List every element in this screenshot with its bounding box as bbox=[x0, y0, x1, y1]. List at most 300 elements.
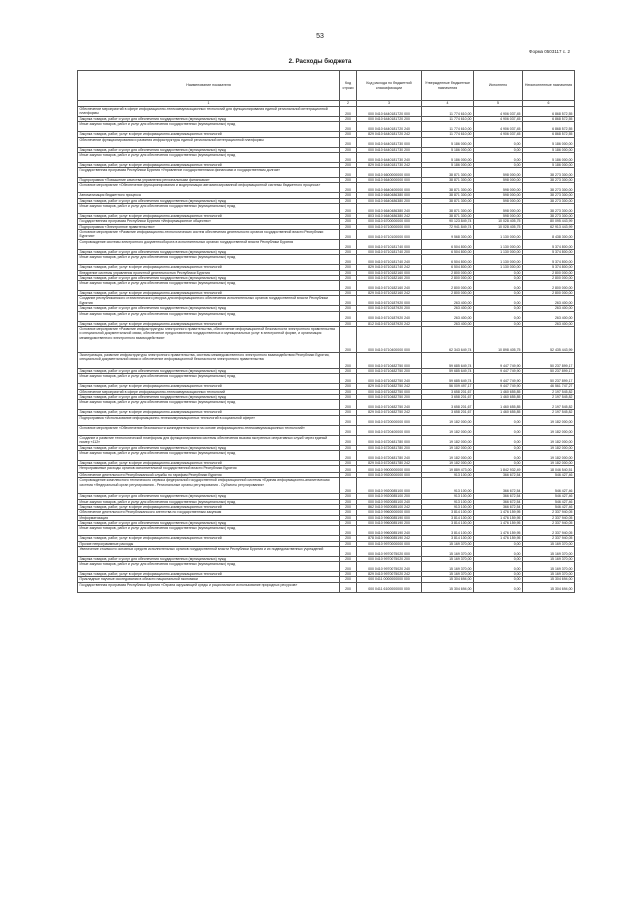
row-name: Обеспечение функционирования и развития инфраструктуры единой региональной интеграционной платформы bbox=[78, 137, 340, 147]
row-approved: 19 182 000,00 bbox=[422, 425, 474, 435]
table-row bbox=[78, 255, 575, 265]
row-approved: 38 871 300,00 bbox=[422, 183, 474, 193]
row-executed: 0,00 bbox=[474, 270, 523, 275]
row-remaining: 19 182 000,00 bbox=[523, 450, 575, 460]
row-name: Эксплуатация, развитие инфраструктуры электронного правительства, системы межведомственного электронного взаимодействия Республики Бурятия, специальной документальной связи и обеспечение информационной безопасности электронного правительства bbox=[78, 353, 340, 369]
row-name: Закупка товаров, работ и услуг для обеспечения государственных (муниципальных) нужд bbox=[78, 494, 340, 499]
row-name: Закупка товаров, работ, услуг в сфере информационно-коммуникационных технологий bbox=[78, 384, 340, 389]
row-executed: 0,00 bbox=[474, 541, 523, 546]
row-approved: 11 774 610,00 bbox=[422, 107, 474, 117]
row-executed: 1 130 000,00 bbox=[474, 255, 523, 265]
row-expense-code: 000 0410 6440181720 000 bbox=[357, 107, 422, 117]
row-line-code: 200 bbox=[340, 577, 357, 582]
row-name: Закупка товаров, работ, услуг в сфере информационно-коммуникационных технологий bbox=[78, 410, 340, 415]
table-row bbox=[78, 152, 575, 162]
column-index: 4 bbox=[422, 101, 474, 107]
form-code: Форма 0503117 с. 2 bbox=[529, 49, 570, 54]
row-executed: 0,00 bbox=[474, 311, 523, 321]
row-expense-code: 000 0410 6640486380 000 bbox=[357, 193, 422, 198]
row-approved: 3 814 100,00 bbox=[422, 510, 474, 515]
row-approved: 2 800 000,00 bbox=[422, 291, 474, 296]
row-remaining: 52 435 443,99 bbox=[523, 327, 575, 353]
row-approved: 6 504 800,00 bbox=[422, 265, 474, 270]
row-name: Основное мероприятие «Развитие информационно-технологических систем обеспечения деятельности органов государственной власти Республики Бурятия» bbox=[78, 229, 340, 239]
table-row bbox=[78, 239, 575, 249]
row-name: Закупка товаров, работ и услуг для обеспечения государственных (муниципальных) нужд bbox=[78, 520, 340, 525]
row-name: Государственная программа Республики Бурятия «Управление государственными финансами и государственным долгом» bbox=[78, 168, 340, 178]
row-name: Закупка товаров, работ и услуг для обеспечения государственных (муниципальных) нужд bbox=[78, 445, 340, 450]
table-row bbox=[78, 435, 575, 445]
row-line-code: 200 bbox=[340, 204, 357, 214]
row-expense-code: 000 0410 9970000000 000 bbox=[357, 541, 422, 546]
row-line-code: 200 bbox=[340, 152, 357, 162]
row-expense-code: 803 0410 6640486380 242 bbox=[357, 214, 422, 219]
table-row bbox=[78, 122, 575, 132]
row-remaining: 38 273 300,00 bbox=[523, 183, 575, 193]
row-approved: 3 814 100,00 bbox=[422, 520, 474, 525]
row-name: Иные закупки товаров, работ и услуг для обеспечения государственных (муниципальных) нужд bbox=[78, 374, 340, 384]
row-name: Закупка товаров, работ, услуг в сфере информационно-коммуникационных технологий bbox=[78, 214, 340, 219]
row-name: Закупка товаров, работ, услуг в сфере информационно-коммуникационных технологий bbox=[78, 291, 340, 296]
row-approved: 72 941 849,74 bbox=[422, 224, 474, 229]
row-executed: 0,00 bbox=[474, 445, 523, 450]
row-executed: 0,00 bbox=[474, 556, 523, 561]
row-approved: 263 400,00 bbox=[422, 306, 474, 311]
row-remaining: 2 337 940,05 bbox=[523, 536, 575, 541]
row-remaining: 19 182 000,00 bbox=[523, 415, 575, 425]
row-executed: 0,00 bbox=[474, 415, 523, 425]
row-line-code: 200 bbox=[340, 122, 357, 132]
table-row bbox=[78, 311, 575, 321]
row-name: Закупка товаров, работ, услуг в сфере информационно-коммуникационных технологий bbox=[78, 572, 340, 577]
row-remaining: 15 169 370,00 bbox=[523, 572, 575, 577]
row-expense-code: 000 0410 6710400000 000 bbox=[357, 327, 422, 353]
row-approved: 19 182 000,00 bbox=[422, 445, 474, 450]
table-row bbox=[78, 466, 575, 473]
row-name: Внедрение системы управления проектной деятельностью Республики Бурятия bbox=[78, 270, 340, 275]
row-executed: 598 000,00 bbox=[474, 168, 523, 178]
row-name: Закупка товаров, работ, услуг в сфере информационно-коммуникационных технологий bbox=[78, 505, 340, 510]
row-line-code: 200 bbox=[340, 327, 357, 353]
row-line-code: 200 bbox=[340, 415, 357, 425]
column-index: 1 bbox=[78, 101, 340, 107]
row-executed: 366 672,54 bbox=[474, 473, 523, 478]
row-remaining: 2 800 000,00 bbox=[523, 275, 575, 280]
row-remaining: 15 169 370,00 bbox=[523, 562, 575, 572]
row-remaining: 5 374 800,00 bbox=[523, 239, 575, 249]
row-remaining: 6 868 572,55 bbox=[523, 117, 575, 122]
row-executed: 1 460 655,85 bbox=[474, 394, 523, 399]
row-remaining: 50 237 899,17 bbox=[523, 369, 575, 374]
table-row bbox=[78, 400, 575, 410]
row-executed: 0,00 bbox=[474, 152, 523, 162]
header-executed: Исполнено bbox=[474, 71, 523, 101]
row-name: Прикладные научные исследования в области национальной экономики bbox=[78, 577, 340, 582]
row-line-code: 200 bbox=[340, 445, 357, 450]
row-approved: 2 800 000,00 bbox=[422, 275, 474, 280]
row-executed: 9 447 749,90 bbox=[474, 374, 523, 384]
row-approved: 2 800 000,00 bbox=[422, 270, 474, 275]
row-line-code: 200 bbox=[340, 425, 357, 435]
row-name: Закупка товаров, работ и услуг для обеспечения государственных (муниципальных) нужд bbox=[78, 147, 340, 152]
row-expense-code: 000 0410 9960085190 240 bbox=[357, 526, 422, 536]
row-remaining: 2 337 940,05 bbox=[523, 520, 575, 525]
row-approved: 913 100,00 bbox=[422, 499, 474, 504]
row-line-code: 200 bbox=[340, 510, 357, 515]
row-approved: 6 504 800,00 bbox=[422, 255, 474, 265]
row-approved: 19 182 000,00 bbox=[422, 435, 474, 445]
row-expense-code: 000 0410 6710482750 240 bbox=[357, 400, 422, 410]
row-executed: 1 460 655,85 bbox=[474, 410, 523, 415]
row-expense-code: 829 0410 6440181720 242 bbox=[357, 132, 422, 137]
row-approved: 3 814 100,00 bbox=[422, 536, 474, 541]
row-name: Закупка товаров, работ и услуг для обеспечения государственных (муниципальных) нужд bbox=[78, 117, 340, 122]
row-expense-code: 000 0410 9960000000 000 bbox=[357, 510, 422, 515]
row-remaining: 15 304 694,00 bbox=[523, 582, 575, 592]
row-line-code: 200 bbox=[340, 239, 357, 249]
row-executed: 0,00 bbox=[474, 296, 523, 306]
row-name: Иные закупки товаров, работ и услуг для обеспечения государственных (муниципальных) нужд bbox=[78, 562, 340, 572]
row-executed: 0,00 bbox=[474, 321, 523, 326]
row-name: Государственная программа Республики Бурятия «Охрана окружающей среды и рациональное использование природных ресурсов» bbox=[78, 582, 340, 592]
row-line-code: 200 bbox=[340, 275, 357, 280]
row-executed: 1 842 932,49 bbox=[474, 466, 523, 473]
row-executed: 598 000,00 bbox=[474, 193, 523, 198]
row-line-code: 200 bbox=[340, 394, 357, 399]
row-line-code: 200 bbox=[340, 400, 357, 410]
row-expense-code: 000 0410 6710482750 200 bbox=[357, 394, 422, 399]
row-executed: 0,00 bbox=[474, 450, 523, 460]
row-expense-code: 000 0410 6600000000 000 bbox=[357, 168, 422, 178]
budget-expenses-table bbox=[77, 70, 575, 593]
row-executed: 9 447 749,90 bbox=[474, 353, 523, 369]
row-name: Увеличение стоимости основных средств исполнительных органов государственной власти Республики Бурятия и их подведомственных учреждений bbox=[78, 546, 340, 556]
row-approved: 263 400,00 bbox=[422, 321, 474, 326]
row-line-code: 200 bbox=[340, 466, 357, 473]
row-expense-code: 000 0410 6710482750 000 bbox=[357, 353, 422, 369]
row-line-code: 200 bbox=[340, 249, 357, 254]
row-expense-code: 000 0410 6640486380 200 bbox=[357, 198, 422, 203]
row-approved: 15 169 370,00 bbox=[422, 541, 474, 546]
row-name: Обеспечение мероприятий в сфере информационно-телекоммуникационных технологий для функционирования единой региональной интеграционной платформы bbox=[78, 107, 340, 117]
row-remaining: 6 868 572,55 bbox=[523, 122, 575, 132]
row-approved: 59 685 649,74 bbox=[422, 369, 474, 374]
row-name: Иные закупки товаров, работ и услуг для обеспечения государственных (муниципальных) нужд bbox=[78, 204, 340, 214]
row-approved: 9 568 300,00 bbox=[422, 229, 474, 239]
row-remaining: 2 800 000,00 bbox=[523, 270, 575, 275]
row-executed: 0,00 bbox=[474, 306, 523, 311]
row-expense-code: 000 0410 9960085190 200 bbox=[357, 520, 422, 525]
row-expense-code: 000 0410 6640486380 240 bbox=[357, 204, 422, 214]
row-expense-code: 000 0410 9920085100 000 bbox=[357, 478, 422, 494]
row-line-code: 200 bbox=[340, 546, 357, 556]
page-number: 53 bbox=[316, 33, 324, 40]
row-executed: 598 000,00 bbox=[474, 178, 523, 183]
row-line-code: 200 bbox=[340, 321, 357, 326]
row-expense-code: 000 0410 6710187920 200 bbox=[357, 306, 422, 311]
row-remaining: 2 197 545,82 bbox=[523, 389, 575, 394]
row-approved: 15 304 694,00 bbox=[422, 577, 474, 582]
row-executed: 9 447 749,90 bbox=[474, 384, 523, 389]
column-index: 5 bbox=[474, 101, 523, 107]
row-line-code: 200 bbox=[340, 473, 357, 478]
table-row bbox=[78, 107, 575, 117]
row-remaining: 50 237 899,17 bbox=[523, 353, 575, 369]
row-expense-code: 829 0410 6720481780 242 bbox=[357, 460, 422, 465]
row-name: Закупка товаров, работ, услуг в сфере информационно-коммуникационных технологий bbox=[78, 460, 340, 465]
row-line-code: 200 bbox=[340, 229, 357, 239]
row-remaining: 38 273 300,00 bbox=[523, 204, 575, 214]
row-executed: 0,00 bbox=[474, 572, 523, 577]
row-name: Закупка товаров, работ, услуг в сфере информационно-коммуникационных технологий bbox=[78, 536, 340, 541]
row-executed: 0,00 bbox=[474, 281, 523, 291]
row-remaining: 62 913 443,99 bbox=[523, 224, 575, 229]
row-executed: 10 898 405,75 bbox=[474, 327, 523, 353]
row-remaining: 38 273 300,00 bbox=[523, 214, 575, 219]
row-remaining: 546 427,46 bbox=[523, 473, 575, 478]
row-approved: 11 774 610,00 bbox=[422, 122, 474, 132]
row-approved: 38 871 300,00 bbox=[422, 178, 474, 183]
row-remaining: 19 182 000,00 bbox=[523, 435, 575, 445]
row-expense-code: 000 0411 0000000000 000 bbox=[357, 577, 422, 582]
row-executed: 4 906 037,45 bbox=[474, 107, 523, 117]
row-expense-code: 000 0410 6440181730 000 bbox=[357, 137, 422, 147]
row-executed: 0,00 bbox=[474, 162, 523, 167]
row-executed: 598 000,00 bbox=[474, 198, 523, 203]
row-approved: 6 504 800,00 bbox=[422, 249, 474, 254]
row-remaining: 15 304 694,00 bbox=[523, 577, 575, 582]
row-approved: 5 186 000,00 bbox=[422, 137, 474, 147]
row-executed: 1 130 000,00 bbox=[474, 229, 523, 239]
row-approved: 6 504 800,00 bbox=[422, 239, 474, 249]
row-remaining: 2 197 545,82 bbox=[523, 400, 575, 410]
row-remaining: 38 273 300,00 bbox=[523, 168, 575, 178]
row-line-code: 200 bbox=[340, 117, 357, 122]
row-expense-code: 000 0410 6720000000 000 bbox=[357, 415, 422, 425]
row-expense-code: 000 0410 9920000000 000 bbox=[357, 473, 422, 478]
row-name: Иные закупки товаров, работ и услуг для обеспечения государственных (муниципальных) нужд bbox=[78, 400, 340, 410]
row-line-code: 200 bbox=[340, 450, 357, 460]
header-expense-code: Код расхода по бюджетной классификации bbox=[357, 71, 422, 101]
row-executed: 0,00 bbox=[474, 291, 523, 296]
row-approved: 5 186 000,00 bbox=[422, 152, 474, 162]
row-approved: 11 774 610,00 bbox=[422, 117, 474, 122]
row-name: Закупка товаров, работ и услуг для обеспечения государственных (муниципальных) нужд bbox=[78, 556, 340, 561]
row-line-code: 200 bbox=[340, 193, 357, 198]
row-remaining: 19 182 000,00 bbox=[523, 445, 575, 450]
row-expense-code: 000 0410 6710482750 200 bbox=[357, 369, 422, 374]
row-executed: 0,00 bbox=[474, 562, 523, 572]
row-executed: 10 028 405,75 bbox=[474, 219, 523, 224]
row-line-code: 200 bbox=[340, 281, 357, 291]
row-approved: 3 814 100,00 bbox=[422, 526, 474, 536]
row-approved: 15 169 370,00 bbox=[422, 556, 474, 561]
row-name: Основное мероприятие «Обеспечение безопасности жизнедеятельности на основе информационно-телекоммуникационных технологий» bbox=[78, 425, 340, 435]
row-approved: 913 100,00 bbox=[422, 478, 474, 494]
row-approved: 5 186 000,00 bbox=[422, 162, 474, 167]
row-expense-code: 000 0410 6710182160 200 bbox=[357, 275, 422, 280]
table-row bbox=[78, 353, 575, 369]
row-expense-code: 878 0410 9960085190 242 bbox=[357, 536, 422, 541]
row-line-code: 200 bbox=[340, 526, 357, 536]
row-executed: 1 130 000,00 bbox=[474, 265, 523, 270]
row-line-code: 200 bbox=[340, 219, 357, 224]
row-name: Подпрограмма «Повышение качества управления региональными финансами» bbox=[78, 178, 340, 183]
row-line-code: 200 bbox=[340, 556, 357, 561]
row-expense-code: 829 0410 6440181730 242 bbox=[357, 162, 422, 167]
row-executed: 0,00 bbox=[474, 577, 523, 582]
row-remaining: 38 273 300,00 bbox=[523, 178, 575, 183]
table-row bbox=[78, 415, 575, 425]
table-row bbox=[78, 296, 575, 306]
row-remaining: 19 182 000,00 bbox=[523, 425, 575, 435]
row-approved: 3 658 201,67 bbox=[422, 394, 474, 399]
row-line-code: 200 bbox=[340, 311, 357, 321]
row-remaining: 546 427,46 bbox=[523, 494, 575, 499]
row-remaining: 2 800 000,00 bbox=[523, 291, 575, 296]
row-line-code: 200 bbox=[340, 515, 357, 520]
row-line-code: 200 bbox=[340, 107, 357, 117]
row-expense-code: 000 0410 6710187920 000 bbox=[357, 296, 422, 306]
row-executed: 366 672,54 bbox=[474, 478, 523, 494]
row-remaining: 5 374 800,00 bbox=[523, 265, 575, 270]
row-executed: 0,00 bbox=[474, 275, 523, 280]
row-name: Автоматизация бюджетного процесса bbox=[78, 193, 340, 198]
row-approved: 19 182 000,00 bbox=[422, 415, 474, 425]
row-approved: 11 774 610,00 bbox=[422, 132, 474, 137]
row-approved: 15 169 370,00 bbox=[422, 572, 474, 577]
row-approved: 15 169 370,00 bbox=[422, 562, 474, 572]
header-indicator-name: Наименование показателя bbox=[78, 71, 340, 101]
row-executed: 1 460 655,85 bbox=[474, 400, 523, 410]
row-expense-code: 000 0410 6720481780 200 bbox=[357, 445, 422, 450]
row-name: Закупка товаров, работ и услуг для обеспечения государственных (муниципальных) нужд bbox=[78, 369, 340, 374]
row-expense-code: 000 0410 9920085100 240 bbox=[357, 499, 422, 504]
row-approved: 19 889 473,00 bbox=[422, 466, 474, 473]
row-name: Иные закупки товаров, работ и услуг для обеспечения государственных (муниципальных) нужд bbox=[78, 281, 340, 291]
row-line-code: 200 bbox=[340, 224, 357, 229]
row-expense-code: 000 0410 9900000000 000 bbox=[357, 466, 422, 473]
row-approved: 263 400,00 bbox=[422, 311, 474, 321]
row-name: Иные закупки товаров, работ и услуг для обеспечения государственных (муниципальных) нужд bbox=[78, 450, 340, 460]
table-row bbox=[78, 562, 575, 572]
table-row bbox=[78, 582, 575, 592]
row-name: Основное мероприятие «Развитие инфраструктуры электронного правительства, обеспечение информационной безопасности электронного правительства и специальной документальной связи, обеспечение предоставления государственных и муниципальных услуг в электронной форме, и организация межведомственного электронного взаимодействия» bbox=[78, 327, 340, 353]
row-line-code: 200 bbox=[340, 137, 357, 147]
row-name: Иные закупки товаров, работ и услуг для обеспечения государственных (муниципальных) нужд bbox=[78, 499, 340, 504]
row-line-code: 200 bbox=[340, 541, 357, 546]
row-expense-code: 829 0410 6710182160 242 bbox=[357, 291, 422, 296]
row-name: Закупка товаров, работ и услуг для обеспечения государственных (муниципальных) нужд bbox=[78, 249, 340, 254]
row-name: Непрограммные расходы органов исполнительной государственной власти Республики Бурятия bbox=[78, 466, 340, 473]
row-name: Закупка товаров, работ, услуг в сфере информационно-коммуникационных технологий bbox=[78, 265, 340, 270]
column-index: 6 bbox=[523, 101, 575, 107]
row-expense-code: 000 0410 6700000000 000 bbox=[357, 219, 422, 224]
row-executed: 1 130 000,00 bbox=[474, 249, 523, 254]
row-line-code: 200 bbox=[340, 132, 357, 137]
row-expense-code: 000 0410 6710181740 240 bbox=[357, 255, 422, 265]
row-executed: 598 000,00 bbox=[474, 183, 523, 193]
row-executed: 0,00 bbox=[474, 435, 523, 445]
row-executed: 366 672,54 bbox=[474, 499, 523, 504]
row-executed: 1 476 159,95 bbox=[474, 510, 523, 515]
row-line-code: 200 bbox=[340, 306, 357, 311]
row-name: Обеспечение мероприятий в сфере информационно-телекоммуникационных технологий bbox=[78, 389, 340, 394]
row-remaining: 546 427,46 bbox=[523, 478, 575, 494]
row-remaining: 19 182 000,00 bbox=[523, 460, 575, 465]
row-expense-code: 000 0410 6710000000 000 bbox=[357, 224, 422, 229]
row-expense-code: 000 0410 6710187920 240 bbox=[357, 311, 422, 321]
header-line-code: Код строки bbox=[340, 71, 357, 101]
row-remaining: 5 374 800,00 bbox=[523, 255, 575, 265]
row-approved: 59 685 649,74 bbox=[422, 353, 474, 369]
row-expense-code: 000 0410 6720400000 000 bbox=[357, 425, 422, 435]
row-line-code: 200 bbox=[340, 214, 357, 219]
row-name: Закупка товаров, работ, услуг в сфере информационно-коммуникационных технологий bbox=[78, 132, 340, 137]
row-executed: 0,00 bbox=[474, 147, 523, 152]
table-row bbox=[78, 546, 575, 556]
row-remaining: 6 868 572,55 bbox=[523, 132, 575, 137]
row-expense-code: 829 0410 6710181740 242 bbox=[357, 265, 422, 270]
row-remaining: 2 800 000,00 bbox=[523, 281, 575, 291]
row-executed: 598 000,00 bbox=[474, 204, 523, 214]
row-line-code: 200 bbox=[340, 291, 357, 296]
row-executed: 1 476 159,95 bbox=[474, 536, 523, 541]
row-expense-code: 000 0410 6440181720 240 bbox=[357, 122, 422, 132]
row-expense-code: 000 0410 6440181730 200 bbox=[357, 147, 422, 152]
row-expense-code: 862 0410 9920085100 242 bbox=[357, 505, 422, 510]
table-header bbox=[78, 71, 575, 107]
row-line-code: 200 bbox=[340, 582, 357, 592]
table-row bbox=[78, 450, 575, 460]
row-name: Государственная программа Республики Бурятия «Информационное общество» bbox=[78, 219, 340, 224]
row-expense-code: 000 0410 6710482750 000 bbox=[357, 389, 422, 394]
row-remaining: 2 337 940,05 bbox=[523, 515, 575, 520]
row-name: Подпрограмма «Использование информационно-телекоммуникационных технологий в социальной сфере» bbox=[78, 415, 340, 425]
row-executed: 0,00 bbox=[474, 460, 523, 465]
row-line-code: 200 bbox=[340, 562, 357, 572]
row-executed: 4 906 037,45 bbox=[474, 122, 523, 132]
row-executed: 366 672,54 bbox=[474, 505, 523, 510]
row-executed: 4 906 037,45 bbox=[474, 132, 523, 137]
row-name: Закупка товаров, работ и услуг для обеспечения государственных (муниципальных) нужд bbox=[78, 306, 340, 311]
row-executed: 10 028 405,75 bbox=[474, 224, 523, 229]
row-remaining: 80 095 443,99 bbox=[523, 219, 575, 224]
row-expense-code: 000 0411 6100000000 000 bbox=[357, 582, 422, 592]
row-name: Прочие непрограммные расходы bbox=[78, 541, 340, 546]
row-line-code: 200 bbox=[340, 270, 357, 275]
row-approved: 3 658 201,67 bbox=[422, 389, 474, 394]
row-remaining: 38 273 300,00 bbox=[523, 198, 575, 203]
row-line-code: 200 bbox=[340, 369, 357, 374]
row-remaining: 263 400,00 bbox=[523, 306, 575, 311]
row-expense-code: 000 0410 9970075020 200 bbox=[357, 556, 422, 561]
table-row bbox=[78, 204, 575, 214]
row-line-code: 200 bbox=[340, 499, 357, 504]
row-expense-code: 829 0410 9970075020 242 bbox=[357, 572, 422, 577]
row-remaining: 15 169 370,00 bbox=[523, 556, 575, 561]
row-name: Обеспечение деятельности Республиканской службы по тарифам Республики Бурятия bbox=[78, 473, 340, 478]
row-approved: 263 400,00 bbox=[422, 296, 474, 306]
row-expense-code: 000 0410 6640000000 000 bbox=[357, 178, 422, 183]
row-name: Основное мероприятие «Обеспечение функционирования и модернизации автоматизированной информационной системы бюджетного процесса» bbox=[78, 183, 340, 193]
row-executed: 9 447 749,90 bbox=[474, 369, 523, 374]
row-approved: 90 123 849,74 bbox=[422, 219, 474, 224]
row-approved: 38 871 300,00 bbox=[422, 214, 474, 219]
table-row bbox=[78, 526, 575, 536]
row-line-code: 200 bbox=[340, 147, 357, 152]
row-remaining: 2 337 940,05 bbox=[523, 510, 575, 515]
